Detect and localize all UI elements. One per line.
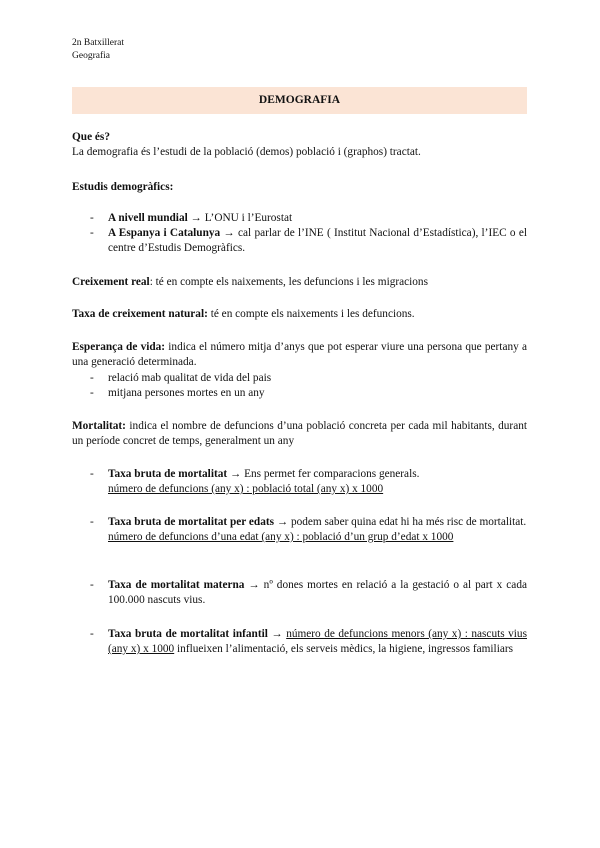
item-text: Ens permet fer comparacions generals. — [244, 468, 420, 480]
que-es-heading: Que és? — [72, 131, 110, 143]
mortalitat-text: indica el nombre de defuncions d’una població concreta per cada mil habitants, durant un període concret de temps, generalment un any — [72, 420, 527, 447]
item-text: L’ONU i l’Eurostat — [204, 212, 293, 224]
formula: número de defuncions menors (any x) : nascuts vius (any x) x 1000 — [108, 628, 527, 655]
item-bold: Taxa de mortalitat materna — [108, 579, 245, 591]
item-bold: A nivell mundial — [108, 212, 188, 224]
taxa-natural-heading: Taxa de creixement natural: — [72, 308, 208, 320]
item-text: cal parlar de l’INE ( Institut Nacional d’Estadística), l’IEC o el centre d’Estudis Demogràfics. — [108, 227, 527, 254]
header-subject: Geografia — [72, 51, 110, 61]
page-title: DEMOGRAFIA — [72, 87, 527, 114]
list-item — [72, 467, 527, 497]
creixement-heading: Creixement real — [72, 276, 150, 288]
document-header — [72, 37, 124, 63]
que-es-text: La demografia és l’estudi de la població (demos) població i (graphos) tractat. — [72, 146, 421, 158]
arrow: → — [227, 468, 245, 480]
section-esperanca — [72, 340, 527, 370]
item-text: nº dones mortes en relació a la gestació o al part x cada 100.000 nascuts vius. — [108, 579, 527, 606]
arrow: → — [274, 516, 291, 528]
list-item — [72, 211, 527, 226]
list-item — [72, 578, 527, 608]
item-bold: Taxa bruta de mortalitat — [108, 468, 228, 480]
arrow: → — [267, 628, 287, 640]
arrow: → — [244, 579, 264, 591]
creixement-text: : té en compte els naixements, les defuncions i les migracions — [149, 276, 428, 288]
mortalitat-heading: Mortalitat: — [72, 420, 126, 432]
mortalitat-item-4 — [72, 627, 527, 657]
list-item — [72, 627, 527, 657]
arrow: → — [220, 227, 238, 239]
item-bold: Taxa bruta de mortalitat per edats — [108, 516, 274, 528]
header-course: 2n Batxillerat — [72, 38, 124, 48]
arrow: → — [187, 212, 205, 224]
esperanca-text: indica el número mitja d’anys que pot esperar viure una persona que pertany a una generació determinada. — [72, 341, 527, 368]
esperanca-list — [72, 371, 527, 401]
list-item — [72, 226, 527, 256]
item-bold: A Espanya i Catalunya — [108, 227, 221, 239]
taxa-natural-text: té en compte els naixements i les defuncions. — [207, 308, 415, 320]
formula: número de defuncions (any x) : població total (any x) x 1000 — [108, 483, 384, 495]
item-bold: Taxa bruta de mortalitat infantil — [108, 628, 268, 640]
item-text: podem saber quina edat hi ha més risc de mortalitat. — [290, 516, 527, 528]
section-taxa-natural — [72, 307, 527, 322]
mortalitat-item-2 — [72, 515, 527, 545]
list-item: - mitjana persones mortes en un any — [72, 386, 527, 401]
list-item — [72, 515, 527, 545]
mortalitat-item-3 — [72, 578, 527, 608]
mortalitat-item-1 — [72, 467, 527, 497]
item-text: influeixen l’alimentació, els serveis mèdics, la higiene, ingressos familiars — [174, 643, 514, 655]
section-mortalitat — [72, 419, 527, 449]
estudis-heading: Estudis demogràfics: — [72, 181, 174, 193]
formula: número de defuncions d’una edat (any x) : població d’un grup d’edat x 1000 — [108, 531, 454, 543]
list-item: - relació mab qualitat de vida del pais — [72, 371, 527, 386]
section-creixement — [72, 275, 527, 290]
esperanca-heading: Esperança de vida: — [72, 341, 166, 353]
section-que-es — [72, 130, 527, 160]
estudis-list — [72, 211, 527, 256]
section-estudis — [72, 180, 527, 195]
